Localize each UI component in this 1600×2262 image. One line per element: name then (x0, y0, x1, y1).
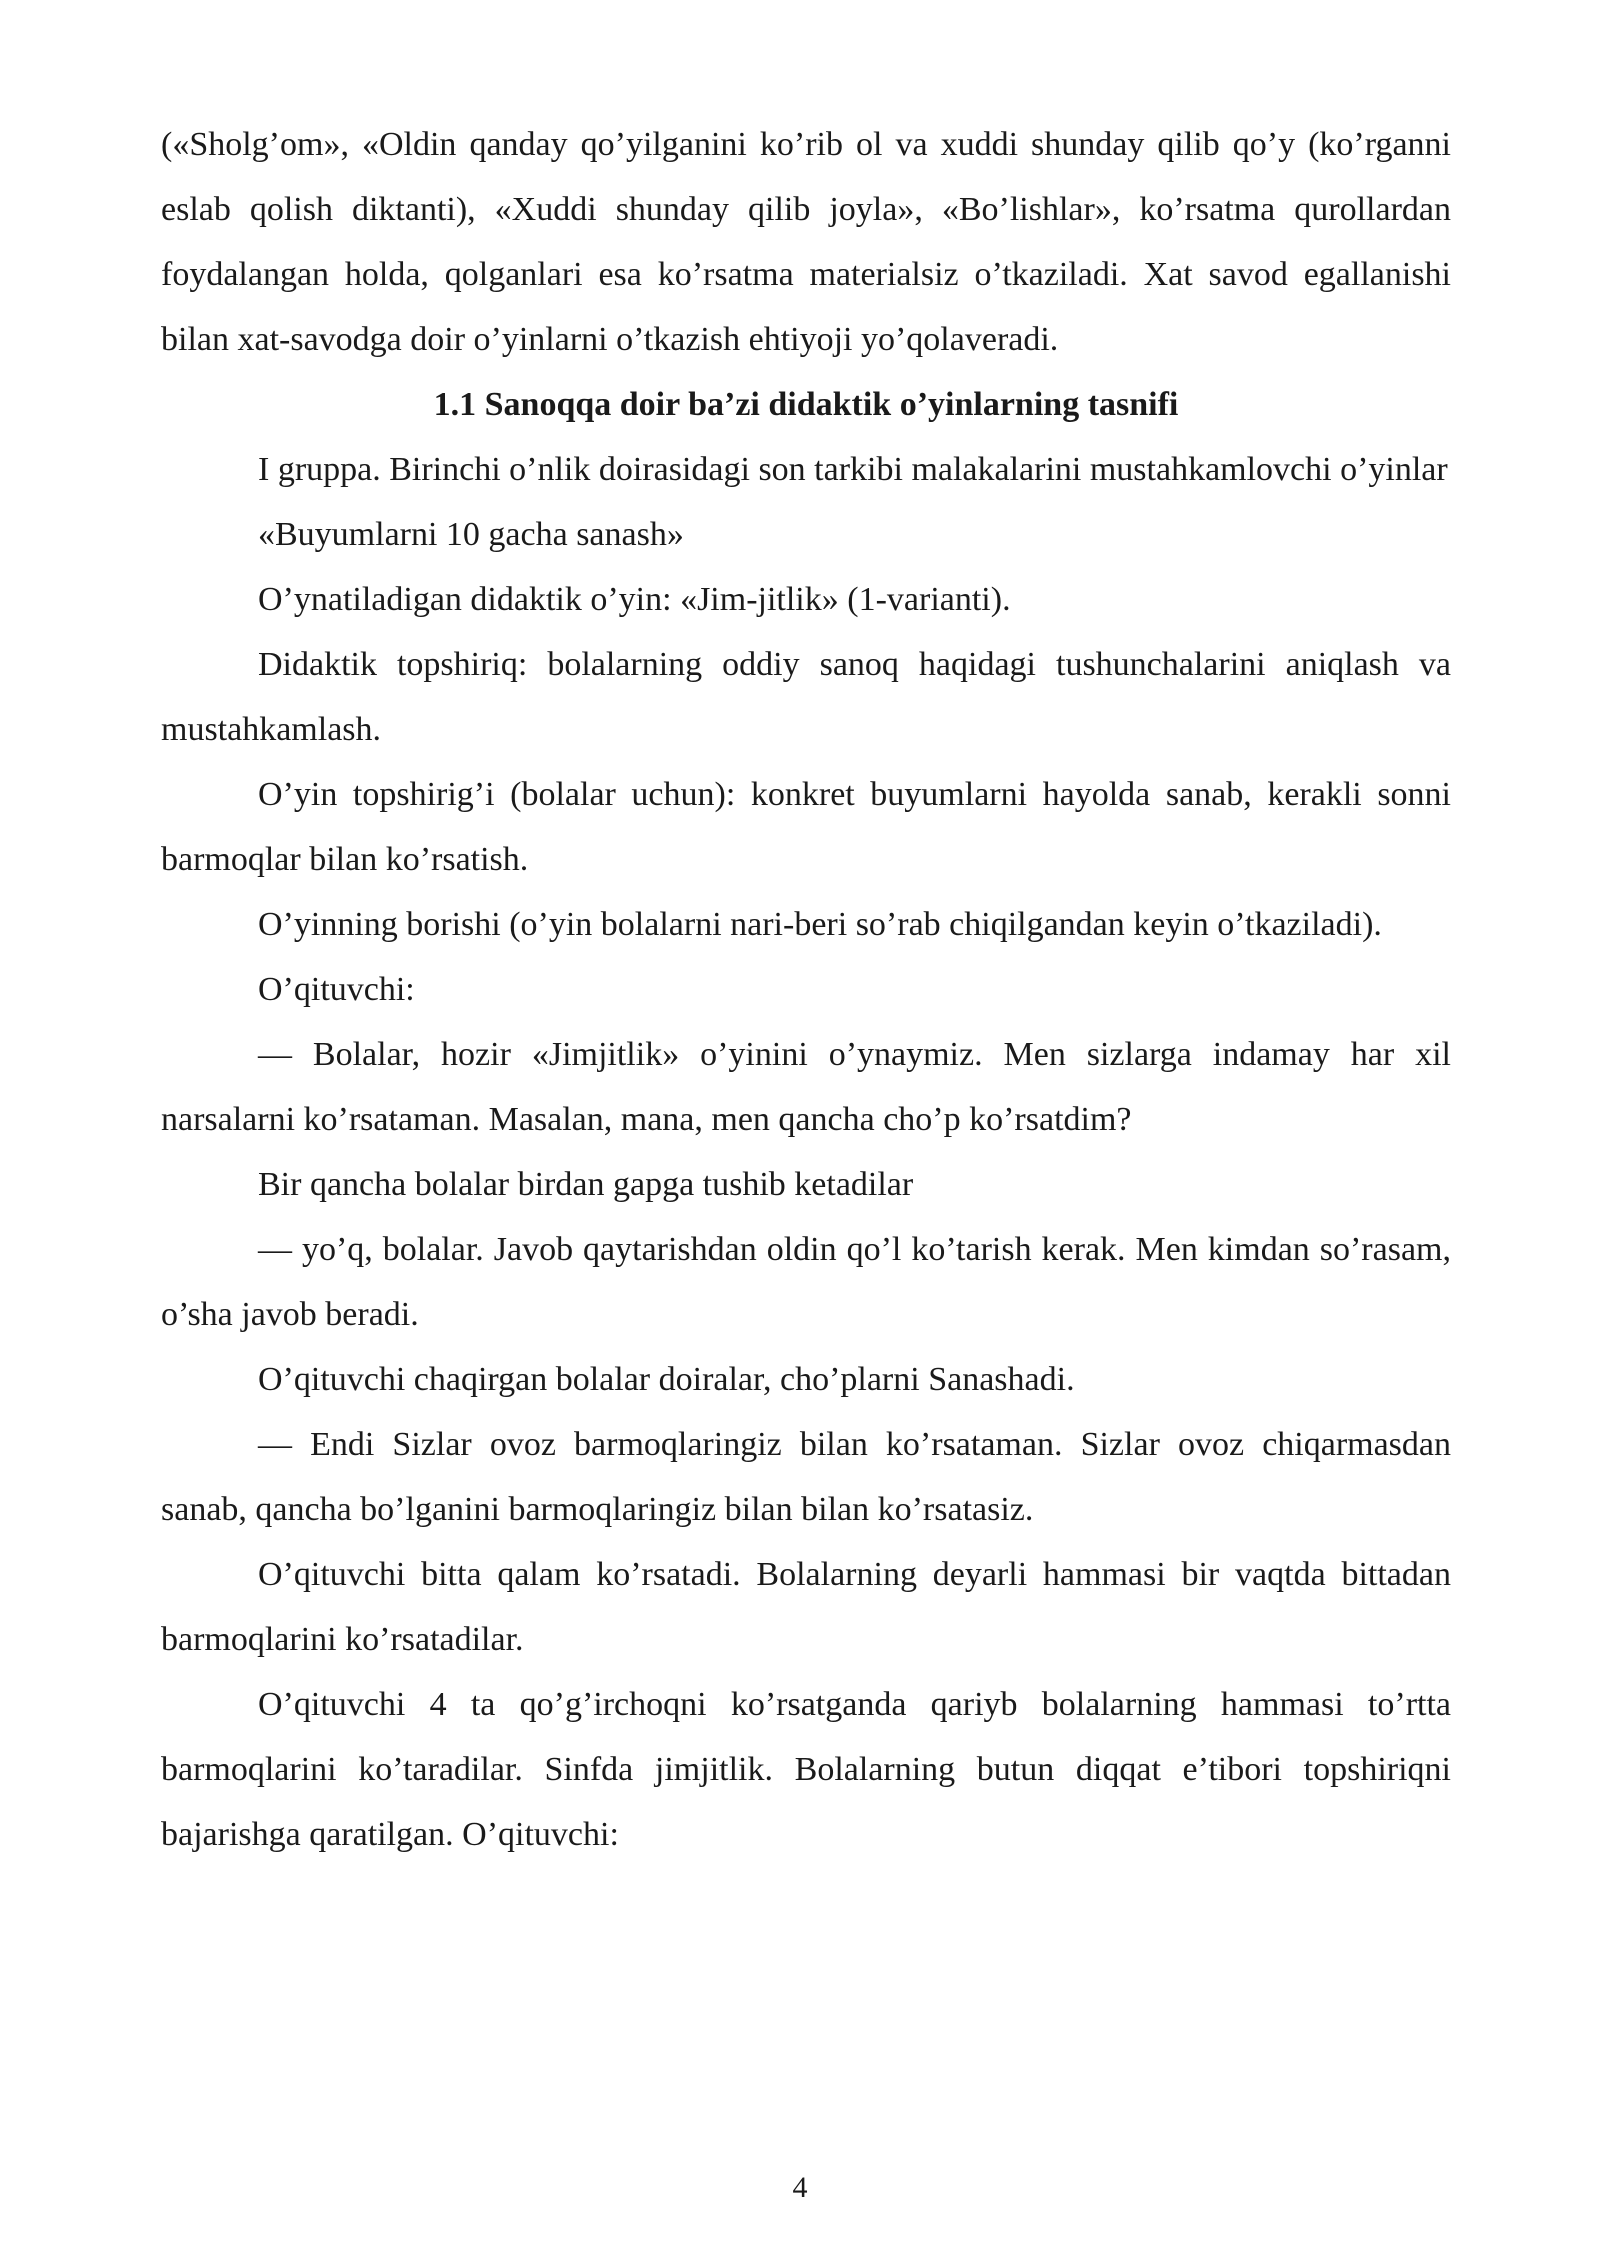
paragraph-game-title: «Buyumlarni 10 gacha sanash» (258, 516, 684, 553)
paragraph-game-course: O’yinning borishi (o’yin bolalarni nari-beri so’rab chiqilgandan keyin o’tkaziladi). (258, 906, 1382, 943)
paragraph-game-name: O’ynatiladigan didaktik o’yin: «Jim-jitlik» (1-varianti). (258, 581, 1011, 618)
section-heading: 1.1 Sanoqqa doir ba’zi didaktik o’yinlarning tasnifi (433, 386, 1179, 423)
paragraph-pencil: O’qituvchi bitta qalam ko’rsatadi. Bolalarning deyarli hammasi bir vaqtda bittadan barmoqlarini ko’rsatadilar. (161, 1556, 1451, 1658)
paragraph-dolls: O’qituvchi 4 ta qo’g’irchoqni ko’rsatganda qariyb bolalarning hammasi to’rtta barmoqlarini ko’taradilar. Sinfda jimjitlik. Bolalarning butun diqqat e’tibori topshiriqni bajarishga qaratilgan. O’qituvchi: (161, 1686, 1451, 1853)
paragraph-teacher-speech-2: — yo’q, bolalar. Javob qaytarishdan oldin qo’l ko’tarish kerak. Men kimdan so’rasam, o’sha javob beradi. (161, 1231, 1451, 1333)
paragraph-didactic-task: Didaktik topshiriq: bolalarning oddiy sanoq haqidagi tushunchalarini aniqlash va mustahkamlash. (161, 646, 1451, 748)
paragraph-intro: («Sholg’om», «Oldin qanday qo’yilganini ko’rib ol va xuddi shunday qilib qo’y (ko’rganni eslab qolish diktanti), «Xuddi shunday qilib joyla», «Bo’lishlar», ko’rsatma qurollardan foydalangan holda, qolganlari esa ko’rsatma materialsiz o’tkaziladi. Xat savod egallanishi bilan xat-savodga doir o’yinlarni o’tkazish ehtiyoji yo’qolaveradi. (161, 126, 1451, 358)
page-number: 4 (792, 2171, 808, 2204)
paragraph-children-count: O’qituvchi chaqirgan bolalar doiralar, cho’plarni Sanashadi. (258, 1361, 1075, 1398)
paragraph-game-task: O’yin topshirig’i (bolalar uchun): konkret buyumlarni hayolda sanab, kerakli sonni barmoqlar bilan ko’rsatish. (161, 776, 1451, 878)
paragraph-teacher-speech-1: — Bolalar, hozir «Jimjitlik» o’yinini o’ynaymiz. Men sizlarga indamay har xil narsalarni ko’rsataman. Masalan, mana, men qancha cho’p ko’rsatdim? (161, 1036, 1451, 1138)
paragraph-teacher-speech-3: — Endi Sizlar ovoz barmoqlaringiz bilan ko’rsataman. Sizlar ovoz chiqarmasdan sanab, qancha bo’lganini barmoqlaringiz bilan bilan ko’rsatasiz. (161, 1426, 1451, 1528)
paragraph-group-title: I gruppa. Birinchi o’nlik doirasidagi son tarkibi malakalarini mustahkamlovchi o’yinlar (258, 451, 1448, 488)
paragraph-children-react: Bir qancha bolalar birdan gapga tushib ketadilar (258, 1166, 914, 1203)
paragraph-teacher-label: O’qituvchi: (258, 971, 415, 1008)
document-page (161, 112, 1451, 1867)
